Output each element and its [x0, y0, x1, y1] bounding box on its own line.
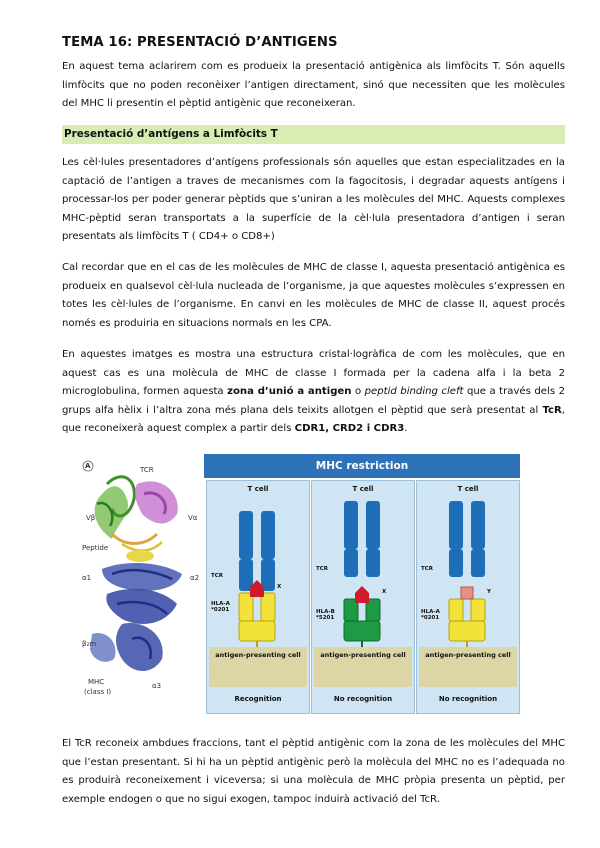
paragraph-1: Les cèl·lules presentadores d’antígens professionals són aquelles que estan especialitzades en la captació de l’antigen a traves de mecanismes com la fagocitosis, i degradar aquests antígens i processar-los per poder generar pèptids que s’uniran a les molècules del MHC. Aquests complexes MHC-pèptid seran transportats a la superfície de la cèl·lula presentadora d’antigen i seran presentats als limfòcits T ( CD4+ o CD8+): [62, 157, 565, 242]
figure-label-class: (class I): [84, 688, 112, 696]
figure-label-alpha3: α3: [152, 682, 162, 690]
tcell-label: T cell: [457, 485, 479, 493]
figure-label-alpha2: α2: [190, 574, 200, 582]
peptide-mark-label: X: [277, 584, 282, 590]
result-label: No recognition: [438, 695, 498, 703]
receptor-graphic: [312, 481, 414, 647]
intro-paragraph: En aquest tema aclarirem com es produeix la presentació antigènica als limfòcits T. Són aquells limfòcits que no poden reconèixer l’antigen directament, sinó que necessiten que les molècules del MHC li presentin el pèptid antigènic que reconeixeran.: [62, 61, 565, 109]
page-title: TEMA 16: PRESENTACIÓ D’ANTIGENS: [62, 35, 338, 50]
mhc-allele-label: HLA-A *0201: [211, 601, 230, 613]
tcell-label: T cell: [352, 485, 374, 493]
panel-no-recognition-2: [416, 480, 520, 714]
peptide-mark-label: X: [382, 589, 387, 595]
section-heading-bar: [62, 125, 565, 144]
figure-label-b2m: β₂m: [82, 640, 97, 648]
apc-membrane: [209, 647, 307, 687]
figure-label-a: A: [85, 462, 91, 470]
crystal-structure-image: [82, 454, 202, 714]
result-label: No recognition: [333, 695, 393, 703]
tcr-label: TCR: [421, 566, 434, 572]
section-heading: Presentació d’antígens a Limfòcits T: [64, 128, 278, 140]
panel-recognition: [206, 480, 310, 714]
mhc-allele-label: HLA-A *0201: [421, 609, 440, 621]
paragraph-3: En aquestes imatges es mostra una estructura cristal·logràfica de com les molècules, que en aquest cas es una molècula de MHC de classe I formada per la cadena alfa i la beta 2 microglobulina, formen aquesta zona d’unió a antigen o peptid binding cleft que a través dels 2 grups alfa hèlix i l’altra zona més plana dels teixits allotgen el pèptid que serà presentat al TcR, que reconeixerà aquest complex a partir dels CDR1, CRD2 i CDR3.: [62, 349, 565, 434]
apc-membrane: [314, 647, 412, 687]
figure-label-mhc: MHC: [88, 678, 105, 686]
mhc-restriction-diagram: [204, 454, 520, 714]
crystal-structure-figure: [82, 454, 202, 714]
figure-label-valpha: Vα: [188, 514, 198, 522]
apc-label: antigen-presenting cell: [320, 651, 406, 659]
receptor-graphic: [417, 481, 519, 647]
peptide-mark-label: Y: [487, 589, 491, 595]
paragraph-4: El TcR reconeix ambdues fraccions, tant el pèptid antigènic com la zona de les molècules del MHC que l’estan presentant. Si hi ha un pèptid antigènic però la molècula del MHC no es l’adequada no es produirà reconeixement i viceversa; si una molècula de MHC pròpia presenta un pèptid, per exemple endogen o que no sigui exogen, tampoc induirà activació del TcR.: [62, 738, 565, 805]
diagram-title: MHC restriction: [204, 454, 520, 478]
apc-label: antigen-presenting cell: [425, 651, 511, 659]
apc-membrane: [419, 647, 517, 687]
tcell-label: T cell: [247, 485, 269, 493]
mhc-allele-label: HLA-B *5201: [316, 609, 335, 621]
figure-label-tcr: TCR: [140, 466, 154, 474]
paragraph-2: Cal recordar que en el cas de les molècules de MHC de classe I, aquesta presentació antigènica es produeix en qualsevol cèl·lula nucleada de l’organisme, ja que aquestes molècules s’expressen en totes les cèl·lules de l’organisme. En canvi en les molècules de MHC de classe II, aquest procés només es produiria en situacions normals en les CPA.: [62, 262, 565, 329]
figure-label-vbeta: Vβ: [86, 514, 96, 522]
tcr-label: TCR: [316, 566, 329, 572]
receptor-graphic: [207, 481, 309, 647]
figure: [82, 454, 520, 714]
apc-label: antigen-presenting cell: [215, 651, 301, 659]
figure-label-peptide: Peptide: [82, 544, 109, 552]
result-label: Recognition: [234, 695, 282, 703]
tcr-label: TCR: [211, 573, 224, 579]
panel-no-recognition-1: [311, 480, 415, 714]
figure-label-alpha1: α1: [82, 574, 92, 582]
